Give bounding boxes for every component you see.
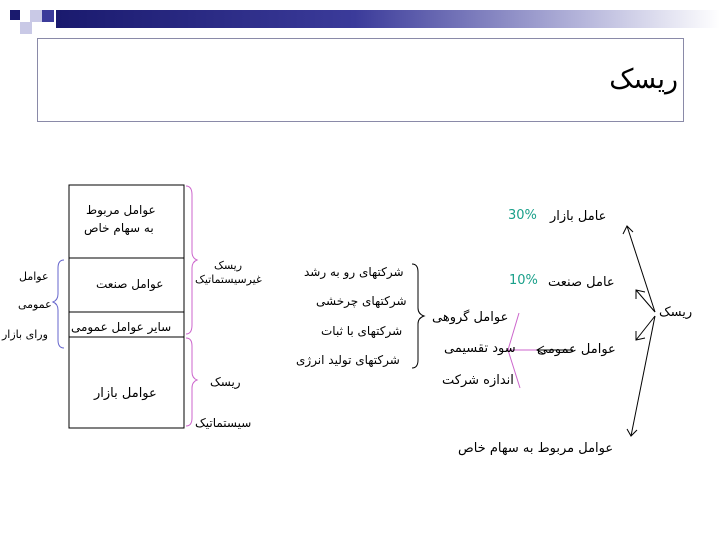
factor-company-size: اندازه شرکت — [442, 373, 514, 388]
cell-market-factors: عوامل بازار — [94, 386, 157, 401]
label-risk-unsystematic-1: ریسک — [214, 259, 243, 272]
company-cyclical: شرکتهای چرخشی — [316, 294, 407, 308]
label-risk-unsystematic-2: غیرسیستماتیک — [195, 273, 262, 286]
brace-general-factors — [53, 260, 64, 348]
branch-market-factor: عامل بازار — [550, 209, 607, 224]
factor-group: عوامل گروهی — [432, 310, 509, 325]
company-stable: شرکتهای با ثبات — [321, 324, 403, 338]
arrow-industry-factor — [636, 290, 655, 312]
brace-unsystematic — [186, 186, 197, 334]
branch-industry-percent: 10% — [509, 273, 538, 288]
tree-root-risk: ریسک — [659, 305, 693, 320]
side-label-factors: عوامل — [19, 270, 49, 283]
branch-industry-factor: عامل صنعت — [548, 275, 615, 290]
cell-industry-factors: عوامل صنعت — [96, 277, 164, 291]
company-energy: شرکتهای تولید انرژی — [296, 353, 400, 367]
arrow-stock-specific — [631, 316, 655, 436]
cell-stock-specific-line-1: عوامل مربوط — [86, 203, 156, 217]
label-risk-systematic-2: سیستماتیک — [195, 416, 252, 430]
arrow-market-factor — [627, 226, 655, 312]
brace-companies — [412, 264, 424, 368]
side-label-general: عمومی — [18, 298, 52, 311]
branch-stock-specific: عوامل مربوط به سهام خاص — [458, 441, 614, 456]
branch-market-percent: 30% — [508, 208, 537, 223]
cell-other-general-factors: سایر عوامل عمومی — [71, 320, 172, 334]
brace-systematic — [186, 338, 197, 426]
factor-dividend: سود تقسیمی — [444, 341, 516, 356]
side-label-beyond-market: ورای بازار — [2, 328, 48, 341]
cell-stock-specific-line-2: به سهام خاص — [84, 221, 154, 235]
company-growth: شرکتهای رو به رشد — [304, 265, 404, 279]
label-risk-systematic-1: ریسک — [210, 375, 241, 389]
slide-title: ریسک — [609, 64, 678, 95]
branch-general-factors: عوامل عمومی — [537, 342, 616, 357]
